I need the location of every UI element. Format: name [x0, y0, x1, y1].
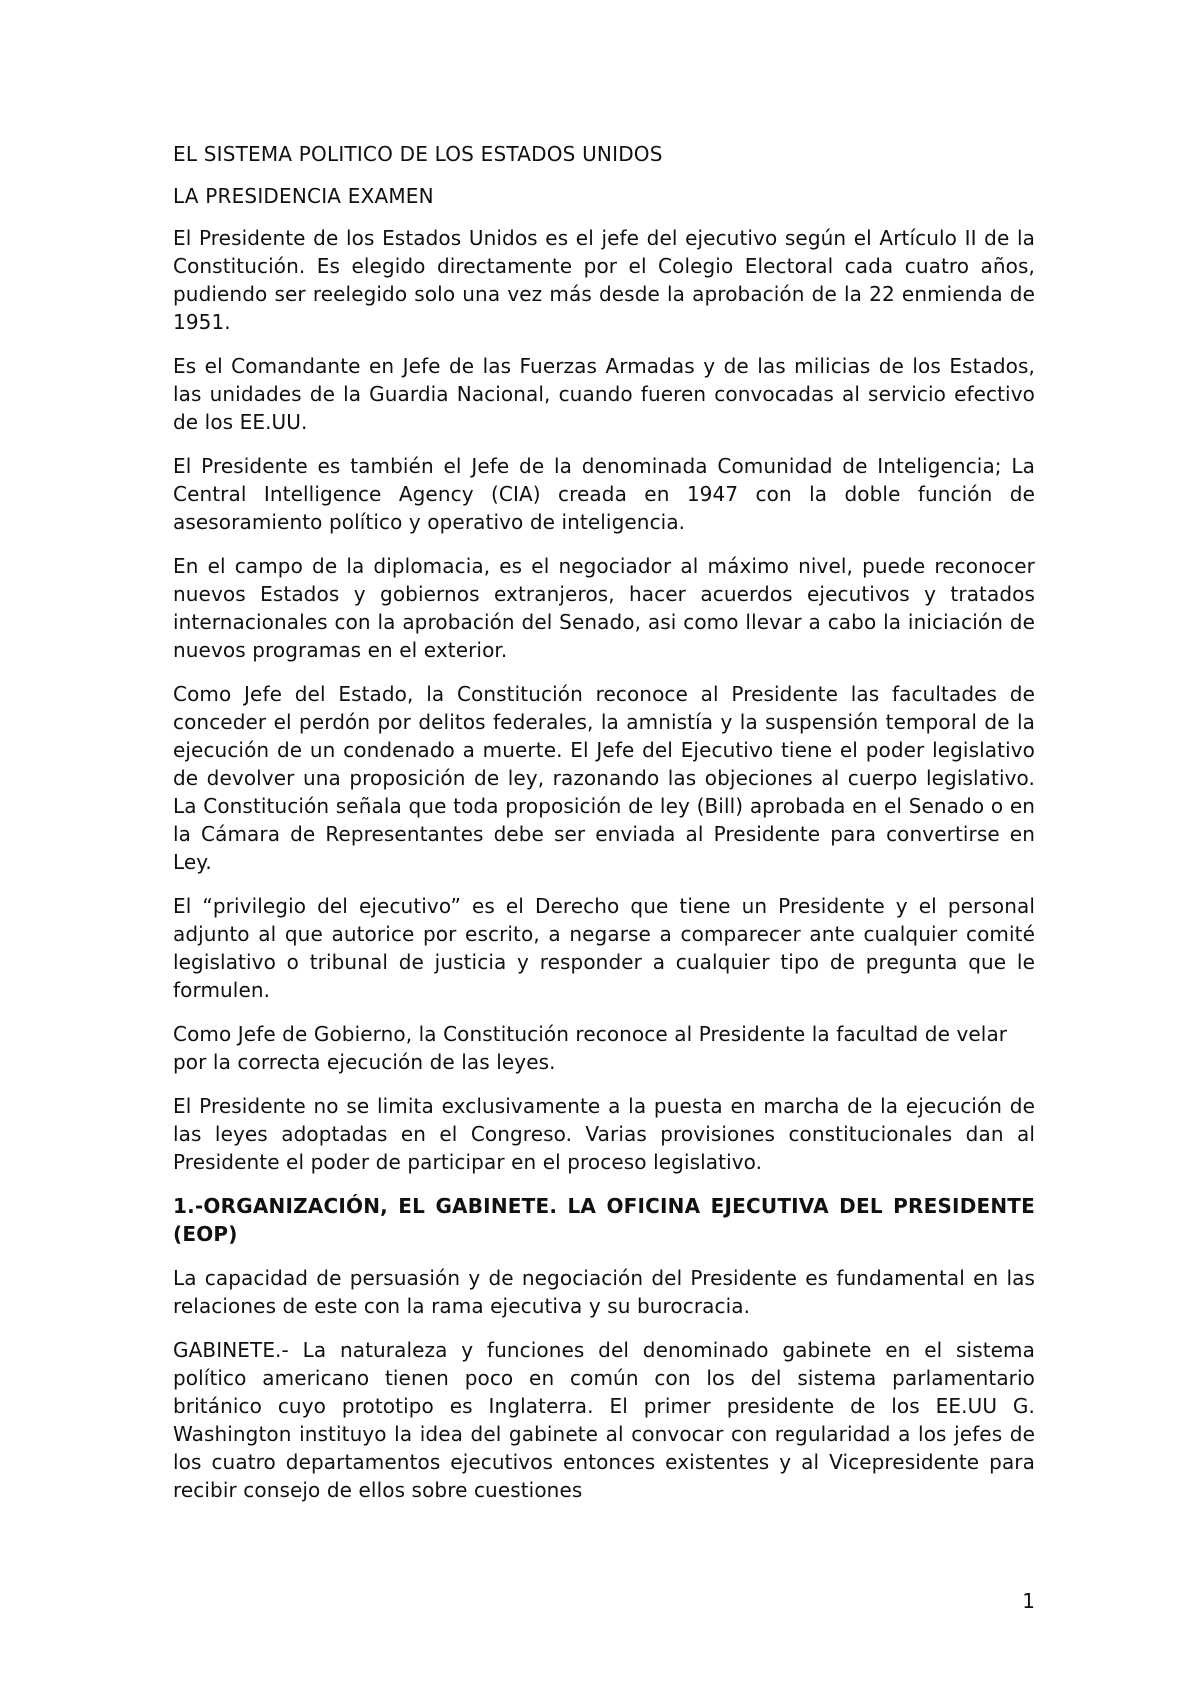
- paragraph-inteligencia: El Presidente es también el Jefe de la denominada Comunidad de Inteligencia; La Central Intelligence Agency (CIA) creada en 1947 con la doble función de asesoramiento político y operativo de inteligencia.: [173, 454, 1035, 534]
- paragraph-comandante: Es el Comandante en Jefe de las Fuerzas Armadas y de las milicias de los Estados, las unidades de la Guardia Nacional, cuando fueren convocadas al servicio efectivo de los EE.UU.: [173, 354, 1035, 434]
- paragraph-diplomacia: En el campo de la diplomacia, es el negociador al máximo nivel, puede reconocer nuevos Estados y gobiernos extranjeros, hacer acuerdos ejecutivos y tratados internacionales con la aprobación del Senado, asi como llevar a cabo la iniciación de nuevos programas en el exterior.: [173, 554, 1035, 662]
- document-title: EL SISTEMA POLITICO DE LOS ESTADOS UNIDOS: [173, 142, 663, 166]
- paragraph-privilegio: El “privilegio del ejecutivo” es el Derecho que tiene un Presidente y el personal adjunto al que autorice por escrito, a negarse a comparecer ante cualquier comité legislativo o tribunal de justicia y responder a cualquier tipo de pregunta que le formulen.: [173, 894, 1035, 1002]
- paragraph-gabinete: GABINETE.- La naturaleza y funciones del denominado gabinete en el sistema político americano tienen poco en común con los del sistema parlamentario británico cuyo prototipo es Inglaterra. El primer presidente de los EE.UU G. Washington instituyo la idea del gabinete al convocar con regularidad a los jefes de los cuatro departamentos ejecutivos entonces existentes y al Vicepresidente para recibir consejo de ellos sobre cuestiones: [173, 1338, 1035, 1502]
- document-body: [173, 140, 1035, 1520]
- page-number: 1: [1022, 1589, 1035, 1613]
- paragraph-jefe-estado: Como Jefe del Estado, la Constitución reconoce al Presidente las facultades de conceder el perdón por delitos federales, la amnistía y la suspensión temporal de la ejecución de un condenado a muerte. El Jefe del Ejecutivo tiene el poder legislativo de devolver una proposición de ley, razonando las objeciones al cuerpo legislativo. La Constitución señala que toda proposición de ley (Bill) aprobada en el Senado o en la Cámara de Representantes debe ser enviada al Presidente para convertirse en Ley.: [173, 682, 1035, 874]
- paragraph-proceso-legislativo: El Presidente no se limita exclusivamente a la puesta en marcha de la ejecución de las leyes adoptadas en el Congreso. Varias provisiones constitucionales dan al Presidente el poder de participar en el proceso legislativo.: [173, 1094, 1035, 1174]
- paragraph-jefe-gobierno: Como Jefe de Gobierno, la Constitución reconoce al Presidente la facultad de velar por la correcta ejecución de las leyes.: [173, 1022, 1008, 1074]
- paragraph-presidente: El Presidente de los Estados Unidos es el jefe del ejecutivo según el Artículo II de la Constitución. Es elegido directamente por el Colegio Electoral cada cuatro años, pudiendo ser reelegido solo una vez más desde la aprobación de la 22 enmienda de 1951.: [173, 226, 1035, 334]
- paragraph-persuasion: La capacidad de persuasión y de negociación del Presidente es fundamental en las relaciones de este con la rama ejecutiva y su burocracia.: [173, 1266, 1035, 1318]
- section-heading-organizacion: 1.-ORGANIZACIÓN, EL GABINETE. LA OFICINA EJECUTIVA DEL PRESIDENTE (EOP): [173, 1194, 1035, 1246]
- document-subtitle: LA PRESIDENCIA EXAMEN: [173, 184, 434, 208]
